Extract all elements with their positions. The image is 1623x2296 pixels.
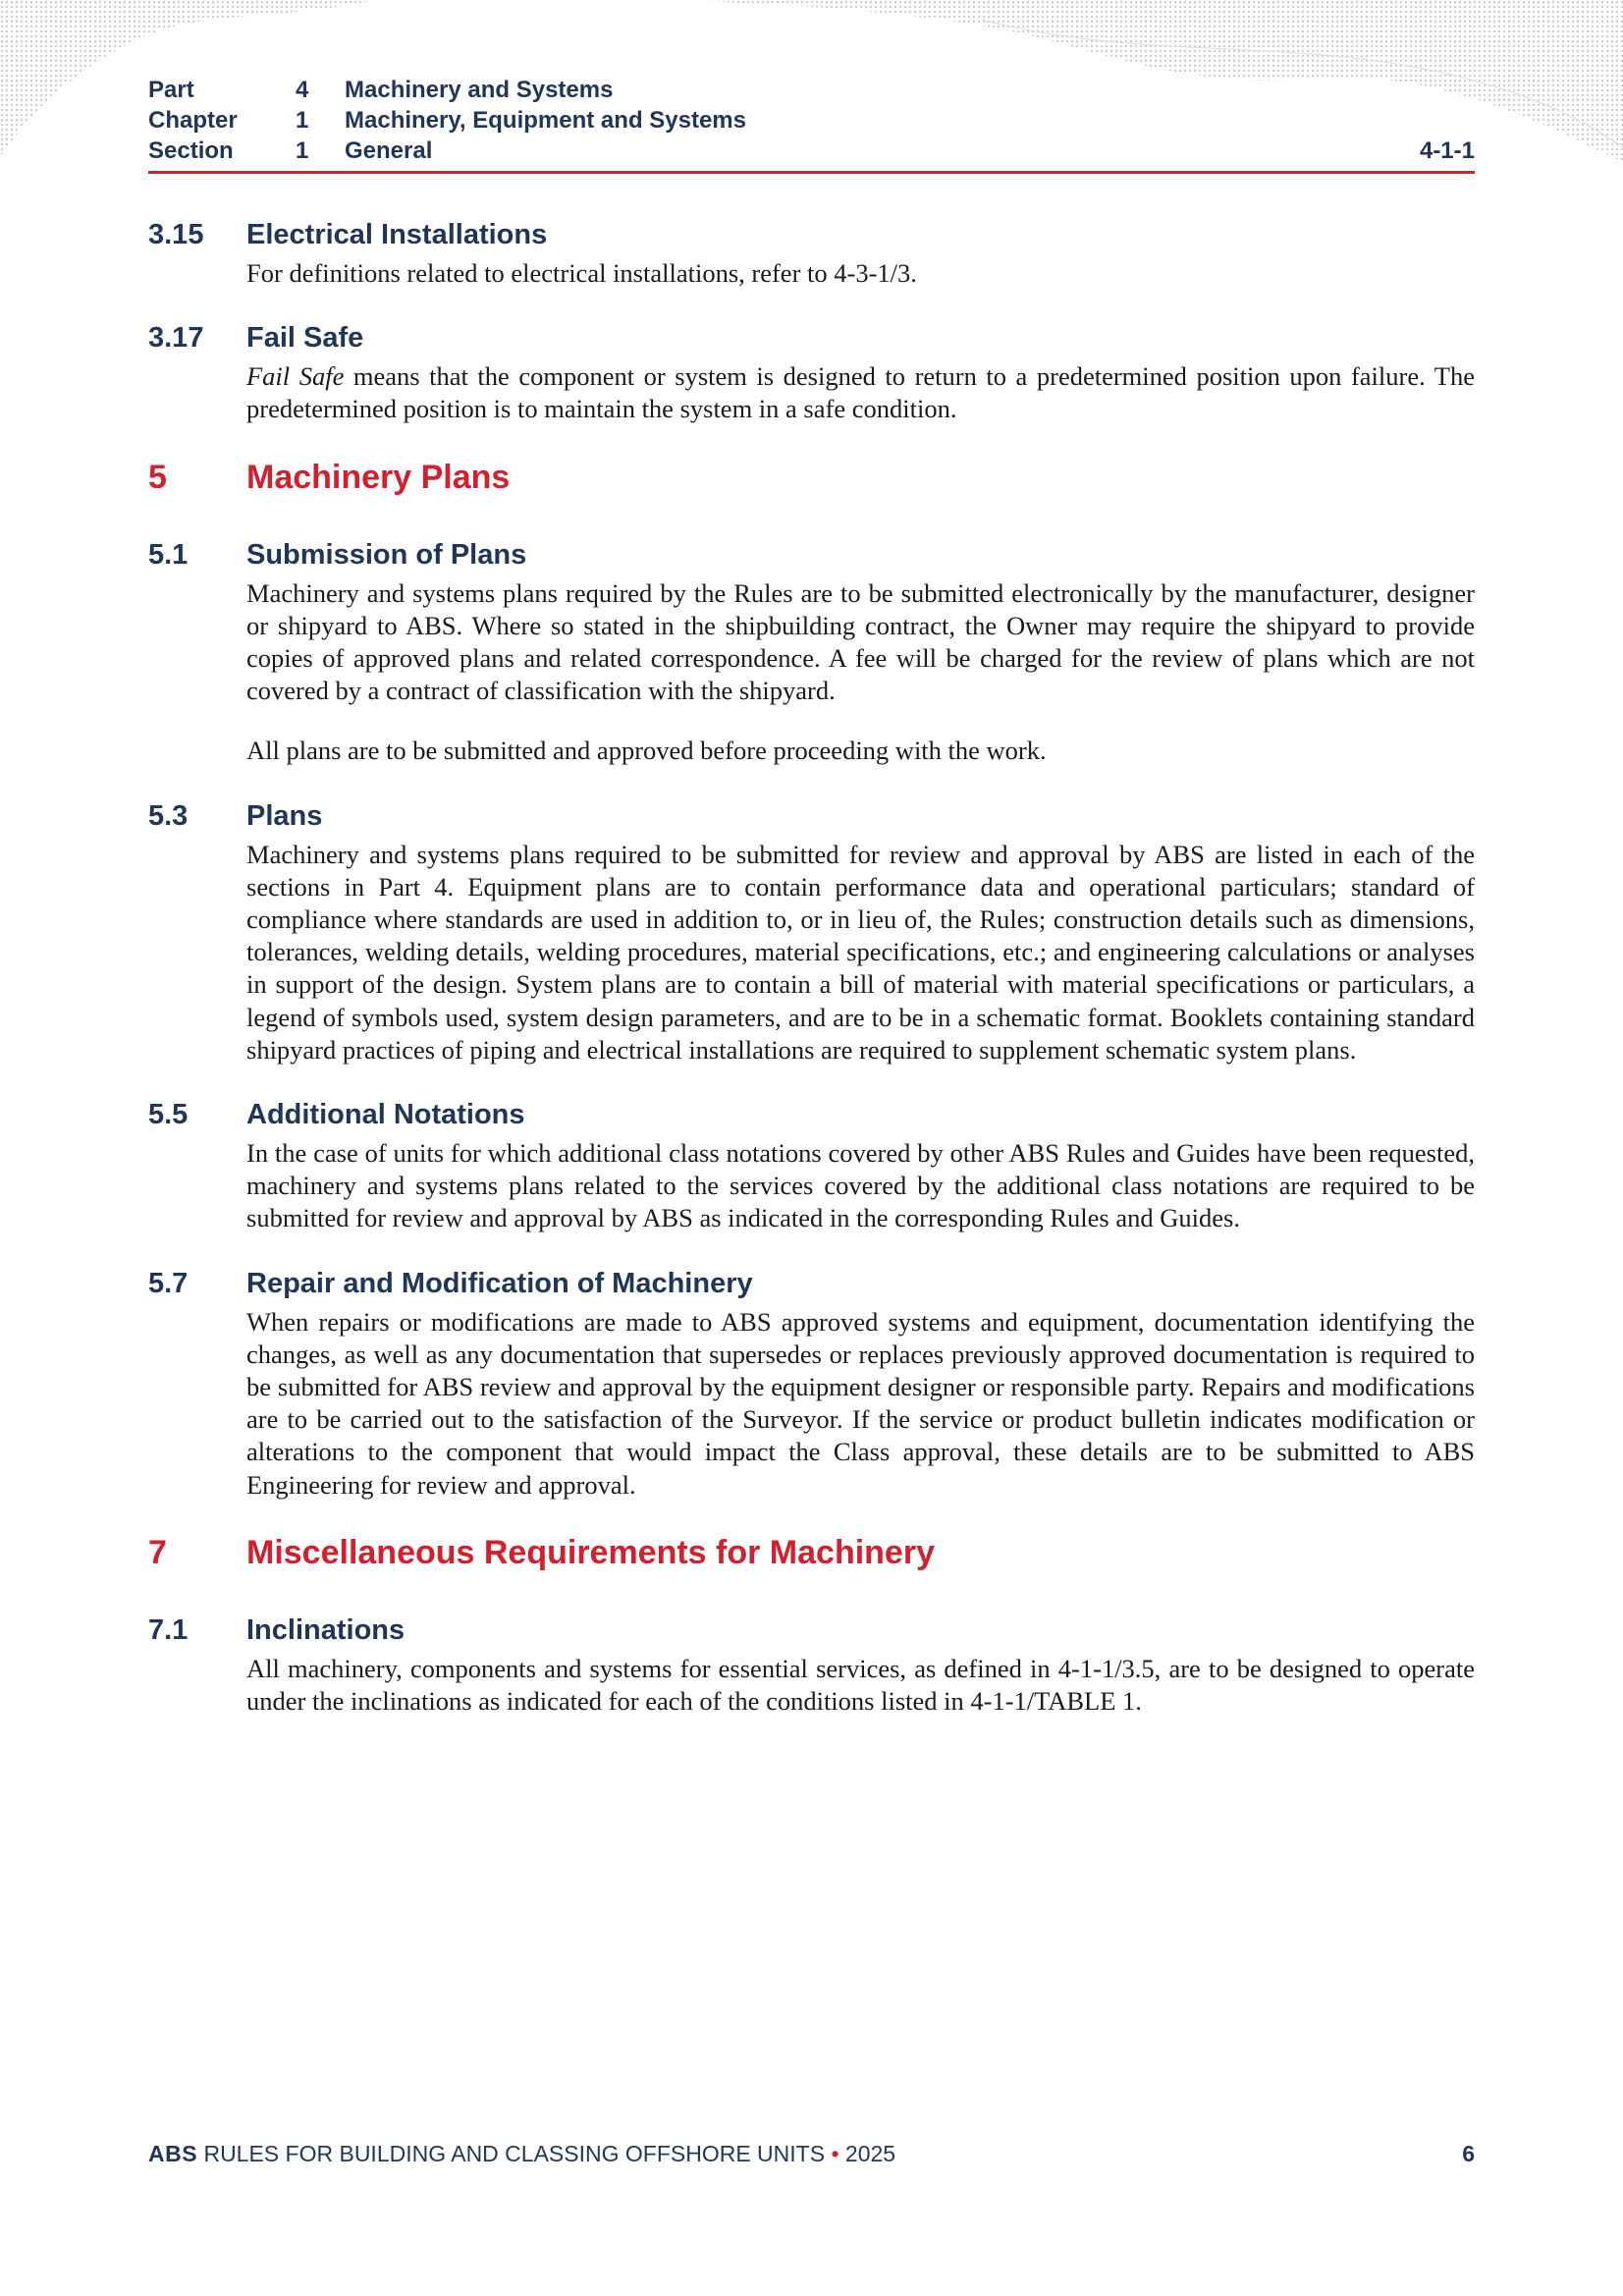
header-part-number: 4 [296,77,309,103]
header-part-row [148,75,1475,105]
subsection-title: Electrical Installations [246,219,548,250]
page-footer [148,2139,1475,2168]
header-chapter-label: Chapter [148,107,238,134]
subsection-heading-5-1 [148,536,1475,574]
footer-publication-title [148,2139,895,2168]
defined-term: Fail Safe [246,361,345,392]
subsection-heading-5-7 [148,1265,1475,1302]
section-title: Miscellaneous Requirements for Machinery [246,1533,935,1571]
footer-title-text: RULES FOR BUILDING AND CLASSING OFFSHORE UNITS [197,2141,832,2166]
paragraph-5-7: When repairs or modifications are made to ABS approved systems and equipment, documentation identifying the changes, as well as any documentation that supersedes or replaces previously approved documentation is required to be submitted for ABS review and approval by the equipment designer or responsible party. Repairs and modifications are to be carried out to the satisfaction of the Surveyor. If the service or product bulletin indicates modification or alterations to the component that would impact the Class approval, these details are to be submitted to ABS Engineering for review and approval. [246,1306,1475,1500]
section-number: 5 [148,458,167,496]
section-heading-5 [148,456,1475,499]
subsection-title: Additional Notations [246,1099,525,1131]
section-title: Machinery Plans [246,458,511,496]
paragraph-3-15: For definitions related to electrical installations, refer to 4-3-1/3. [246,258,917,288]
page-number: 6 [1462,2141,1475,2166]
header-chapter-title: Machinery, Equipment and Systems [345,107,746,134]
header-chapter-row [148,105,1475,136]
page-body [148,216,1475,1718]
header-section-row [148,136,1475,166]
header-section-reference: 4-1-1 [1419,137,1475,164]
header-part-title: Machinery and Systems [345,77,614,103]
subsection-heading-5-5 [148,1096,1475,1133]
paragraph-5-5: In the case of units for which additional class notations covered by other ABS Rules and Guides have been requested, machinery and systems plans related to the services covered by the additional class notations are required to be submitted for review and approval by ABS as indicated in the corresponding Rules and Guides. [246,1138,1475,1233]
header-divider [148,171,1475,174]
header-section-number: 1 [296,137,309,164]
header-part-label: Part [148,77,194,103]
definition-text: means that the component or system is designed to return to a predetermined position upon failure. The predetermined position is to maintain the system in a safe condition. [246,361,1475,424]
paragraph-5-1-b: All plans are to be submitted and approved before proceeding with the work. [246,736,1047,766]
subsection-heading-3-17 [148,319,1475,356]
subsection-heading-3-15 [148,216,1475,253]
abs-brand-mark: ABS [148,2141,198,2166]
bullet-separator: • [831,2141,839,2166]
subsection-title: Repair and Modification of Machinery [246,1267,753,1299]
running-header [148,75,1475,166]
header-section-label: Section [148,137,234,164]
subsection-number: 5.7 [148,1267,189,1299]
subsection-title: Fail Safe [246,322,364,355]
subsection-number: 3.17 [148,322,204,355]
footer-year: 2025 [839,2141,896,2166]
paragraph-7-1: All machinery, components and systems for essential services, as defined in 4-1-1/3.5, are to be designed to operate under the inclinations as indicated for each of the conditions listed in 4-1-1/TABLE 1. [246,1653,1475,1717]
subsection-number: 5.1 [148,538,189,571]
section-heading-7 [148,1531,1475,1574]
header-chapter-number: 1 [296,107,309,134]
subsection-heading-7-1 [148,1612,1475,1649]
paragraph-5-3: Machinery and systems plans required to be submitted for review and approval by ABS are listed in each of the sections in Part 4. Equipment plans are to contain performance data and operational particulars; standard of compliance where standards are used in addition to, or in lieu of, the Rules; construction details such as dimensions, tolerances, welding details, welding procedures, material specifications, etc.; and engineering calculations or analyses in support of the design. System plans are to contain a bill of material with material specifications or particulars, a legend of symbols used, system design parameters, and are to be in a schematic format. Booklets containing standard shipyard practices of piping and electrical installations are required to supplement schematic system plans. [246,839,1475,1065]
subsection-title: Submission of Plans [246,538,527,571]
paragraph-5-1-a: Machinery and systems plans required by the Rules are to be submitted electronically by the manufacturer, designer or shipyard to ABS. Where so stated in the shipbuilding contract, the Owner may require the shipyard to provide copies of approved plans and related correspondence. A fee will be charged for the review of plans which are not covered by a contract of classification with the shipyard. [246,577,1475,706]
subsection-heading-5-3 [148,797,1475,835]
header-section-title: General [345,137,433,164]
subsection-title: Plans [246,799,323,832]
subsection-number: 3.15 [148,219,204,250]
subsection-number: 7.1 [148,1613,189,1646]
subsection-title: Inclinations [246,1613,406,1646]
subsection-number: 5.5 [148,1099,189,1131]
paragraph-3-17 [246,360,1475,425]
section-number: 7 [148,1533,167,1571]
subsection-number: 5.3 [148,799,189,832]
